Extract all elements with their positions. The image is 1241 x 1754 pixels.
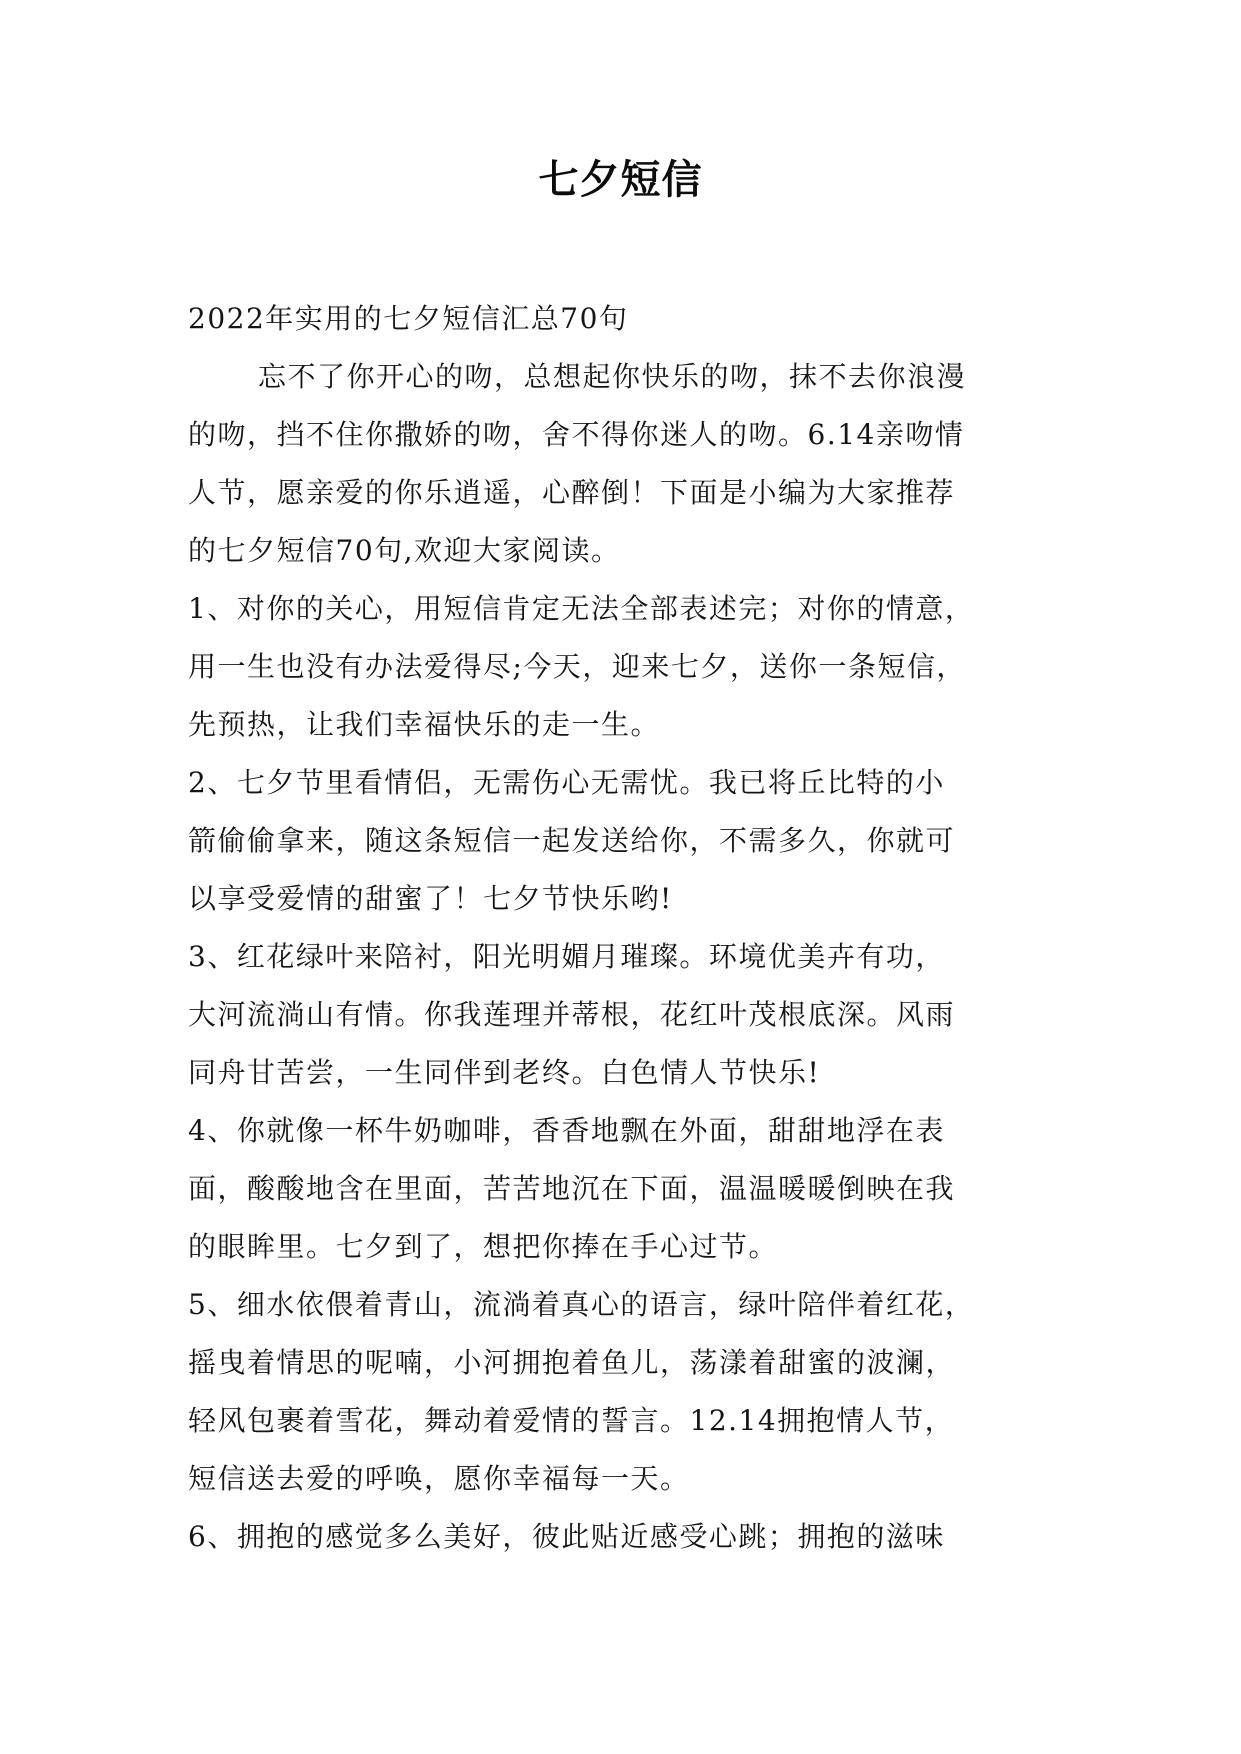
paragraph-line: 的吻，挡不住你撒娇的吻，舍不得你迷人的吻。6.14亲吻情: [188, 418, 965, 451]
paragraph-line: 以享受爱情的甜蜜了！七夕节快乐哟!: [188, 882, 673, 915]
paragraph-line: 摇曳着情思的呢喃，小河拥抱着鱼儿，荡漾着甜蜜的波澜，: [188, 1346, 956, 1379]
paragraph-line: 4、你就像一杯牛奶咖啡，香香地飘在外面，甜甜地浮在表: [188, 1114, 945, 1147]
paragraph-line: 大河流淌山有情。你我莲理并蒂根，花红叶茂根底深。风雨: [188, 998, 956, 1031]
paragraph-line: 的七夕短信70句,欢迎大家阅读。: [188, 534, 621, 567]
paragraph-line: 用一生也没有办法爱得尽;今天，迎来七夕，送你一条短信，: [188, 650, 966, 683]
paragraph-line: 1、对你的关心，用短信肯定无法全部表述完；对你的情意，: [188, 592, 975, 625]
paragraph-line: 3、红花绿叶来陪衬，阳光明媚月璀璨。环境优美卉有功，: [188, 940, 945, 973]
paragraph-line: 人节，愿亲爱的你乐逍遥，心醉倒！下面是小编为大家推荐: [188, 476, 956, 509]
paragraph-line: 5、细水依偎着青山，流淌着真心的语言，绿叶陪伴着红花，: [188, 1288, 975, 1321]
document-body: [188, 290, 1058, 1566]
paragraph-line: 6、拥抱的感觉多么美好，彼此贴近感受心跳；拥抱的滋味: [188, 1520, 945, 1553]
paragraph-line: 先预热，让我们幸福快乐的走一生。: [188, 708, 661, 741]
paragraph-line: 面，酸酸地含在里面，苦苦地沉在下面，温温暖暖倒映在我: [188, 1172, 956, 1205]
paragraph-line: 2、七夕节里看情侣，无需伤心无需忧。我已将丘比特的小: [188, 766, 945, 799]
paragraph-line: 短信送去爱的呼唤，愿你幸福每一天。: [188, 1462, 690, 1495]
paragraph-line: 轻风包裹着雪花，舞动着爱情的誓言。12.14拥抱情人节，: [188, 1404, 955, 1437]
paragraph-line: 同舟甘苦尝，一生同伴到老终。白色情人节快乐!: [188, 1056, 821, 1089]
subtitle: 2022年实用的七夕短信汇总70句: [188, 302, 629, 335]
paragraph-line: 忘不了你开心的吻，总想起你快乐的吻，抹不去你浪漫: [258, 360, 967, 393]
paragraph-line: 的眼眸里。七夕到了，想把你捧在手心过节。: [188, 1230, 779, 1263]
paragraph-line: 箭偷偷拿来，随这条短信一起发送给你，不需多久，你就可: [188, 824, 956, 857]
page-title: 七夕短信: [538, 157, 703, 203]
